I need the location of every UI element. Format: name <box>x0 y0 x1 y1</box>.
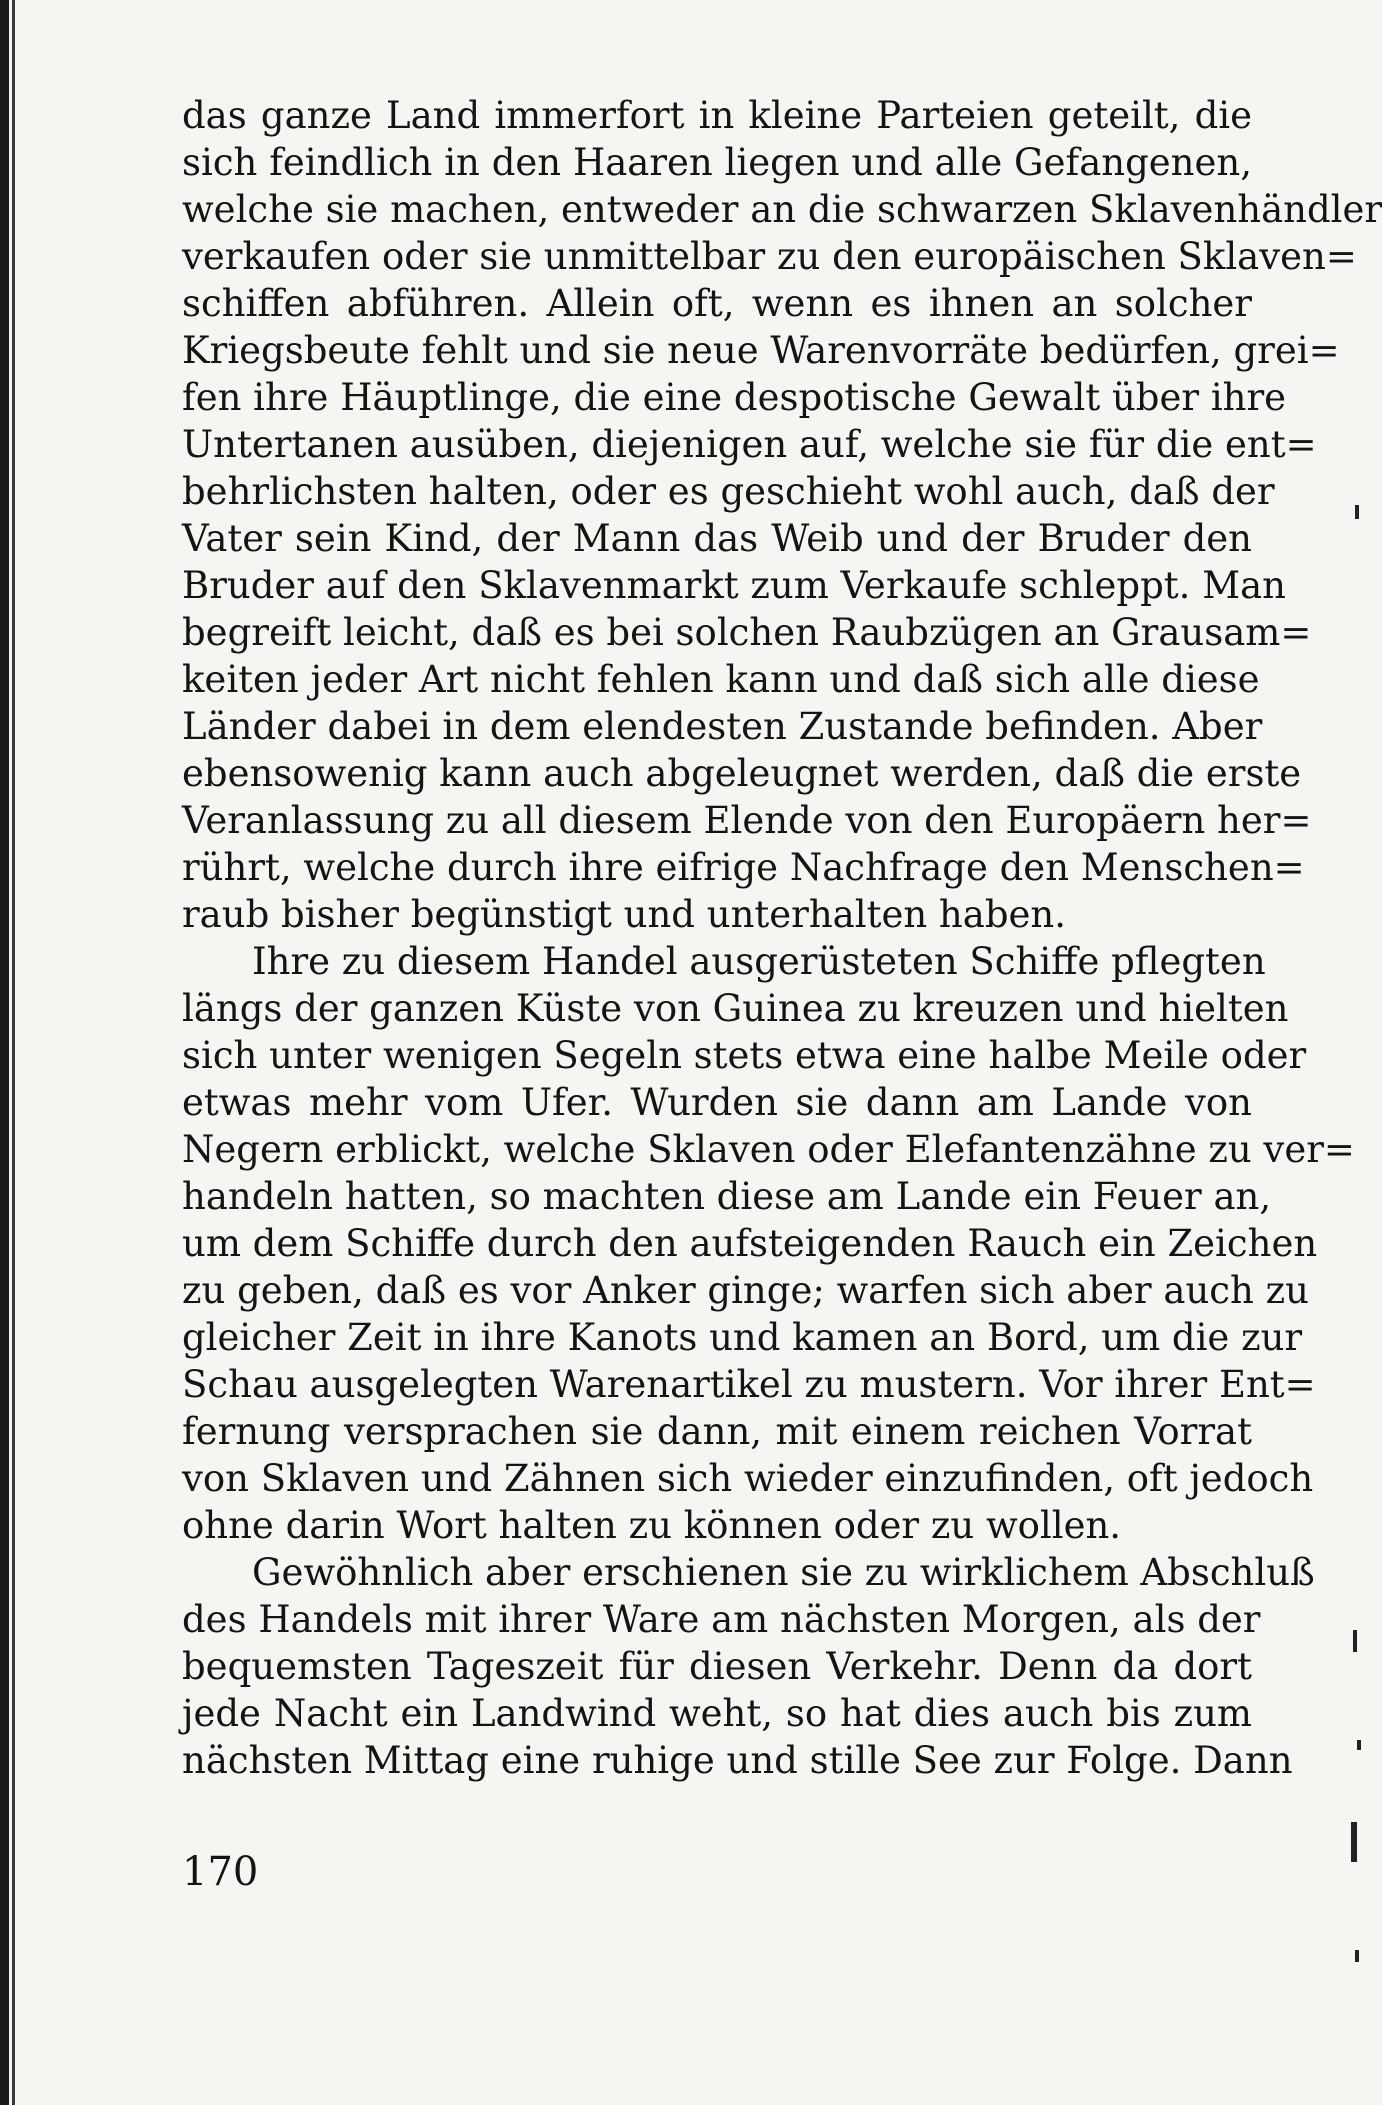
text-line: jede Nacht ein Landwind weht, so hat dies auch bis zum <box>182 1692 1252 1735</box>
binding-edge-shadow <box>12 0 15 2105</box>
text-line: raub bisher begünstigt und unterhalten haben. <box>182 893 1066 936</box>
text-line: sich feindlich in den Haaren liegen und alle Gefangenen, <box>182 141 1252 184</box>
edge-mark <box>1351 1822 1357 1862</box>
page-number: 170 <box>182 1849 259 1895</box>
text-line: sich unter wenigen Segeln stets etwa eine halbe Meile oder <box>182 1034 1307 1077</box>
text-line: schiffen abführen. Allein oft, wenn es ihnen an solcher <box>182 282 1252 325</box>
text-line: Bruder auf den Sklavenmarkt zum Verkaufe schleppt. Man <box>182 564 1286 607</box>
text-line: von Sklaven und Zähnen sich wieder einzufinden, oft jedoch <box>182 1457 1314 1500</box>
text-line: begreift leicht, daß es bei solchen Raubzügen an Grausam= <box>182 611 1312 654</box>
text-line: des Handels mit ihrer Ware am nächsten Morgen, als der <box>182 1598 1261 1641</box>
text-line: handeln hatten, so machten diese am Lande ein Feuer an, <box>182 1175 1272 1218</box>
text-line: Negern erblickt, welche Sklaven oder Elefantenzähne zu ver= <box>182 1128 1355 1171</box>
paragraph-3 <box>182 1549 1315 1784</box>
text-line: Vater sein Kind, der Mann das Weib und der Bruder den <box>182 517 1252 560</box>
text-line: Untertanen ausüben, diejenigen auf, welche sie für die ent= <box>182 423 1317 466</box>
book-page-text <box>182 92 1382 1784</box>
edge-mark <box>1357 1740 1361 1750</box>
text-line: längs der ganzen Küste von Guinea zu kreuzen und hielten <box>182 987 1289 1030</box>
edge-mark <box>1353 1630 1357 1652</box>
text-line: gleicher Zeit in ihre Kanots und kamen an Bord, um die zur <box>182 1316 1303 1359</box>
text-line: zu geben, daß es vor Anker ginge; warfen sich aber auch zu <box>182 1269 1309 1312</box>
text-line: Veranlassung zu all diesem Elende von den Europäern her= <box>182 799 1312 842</box>
text-line: keiten jeder Art nicht fehlen kann und daß sich alle diese <box>182 658 1260 701</box>
text-line: etwas mehr vom Ufer. Wurden sie dann am Lande von <box>182 1081 1252 1124</box>
edge-mark <box>1355 1950 1359 1962</box>
text-line: nächsten Mittag eine ruhige und stille See zur Folge. Dann <box>182 1739 1293 1782</box>
binding-edge <box>0 0 9 2105</box>
edge-mark <box>1355 505 1359 519</box>
text-line: Schau ausgelegten Warenartikel zu mustern. Vor ihrer Ent= <box>182 1363 1316 1406</box>
text-line: ohne darin Wort halten zu können oder zu wollen. <box>182 1504 1122 1547</box>
text-line: Kriegsbeute fehlt und sie neue Warenvorräte bedürfen, grei= <box>182 329 1340 372</box>
text-line: fen ihre Häuptlinge, die eine despotische Gewalt über ihre <box>182 376 1287 419</box>
paragraph-1 <box>182 92 1382 938</box>
text-line: Gewöhnlich aber erschienen sie zu wirklichem Abschluß <box>252 1551 1315 1594</box>
text-line: verkaufen oder sie unmittelbar zu den europäischen Sklaven= <box>182 235 1357 278</box>
paragraph-2 <box>182 938 1355 1549</box>
text-line: welche sie machen, entweder an die schwarzen Sklavenhändler <box>182 188 1382 231</box>
text-line: bequemsten Tageszeit für diesen Verkehr. Denn da dort <box>182 1645 1252 1688</box>
text-line: ebensowenig kann auch abgeleugnet werden, daß die erste <box>182 752 1302 795</box>
text-line: Ihre zu diesem Handel ausgerüsteten Schiffe pflegten <box>252 940 1266 983</box>
text-line: das ganze Land immerfort in kleine Parteien geteilt, die <box>182 94 1252 137</box>
text-line: um dem Schiffe durch den aufsteigenden Rauch ein Zeichen <box>182 1222 1318 1265</box>
text-line: rührt, welche durch ihre eifrige Nachfrage den Menschen= <box>182 846 1305 889</box>
text-line: fernung versprachen sie dann, mit einem reichen Vorrat <box>182 1410 1252 1453</box>
page-edge-artifacts <box>1341 0 1365 2105</box>
text-line: behrlichsten halten, oder es geschieht wohl auch, daß der <box>182 470 1275 513</box>
text-line: Länder dabei in dem elendesten Zustande befinden. Aber <box>182 705 1263 748</box>
